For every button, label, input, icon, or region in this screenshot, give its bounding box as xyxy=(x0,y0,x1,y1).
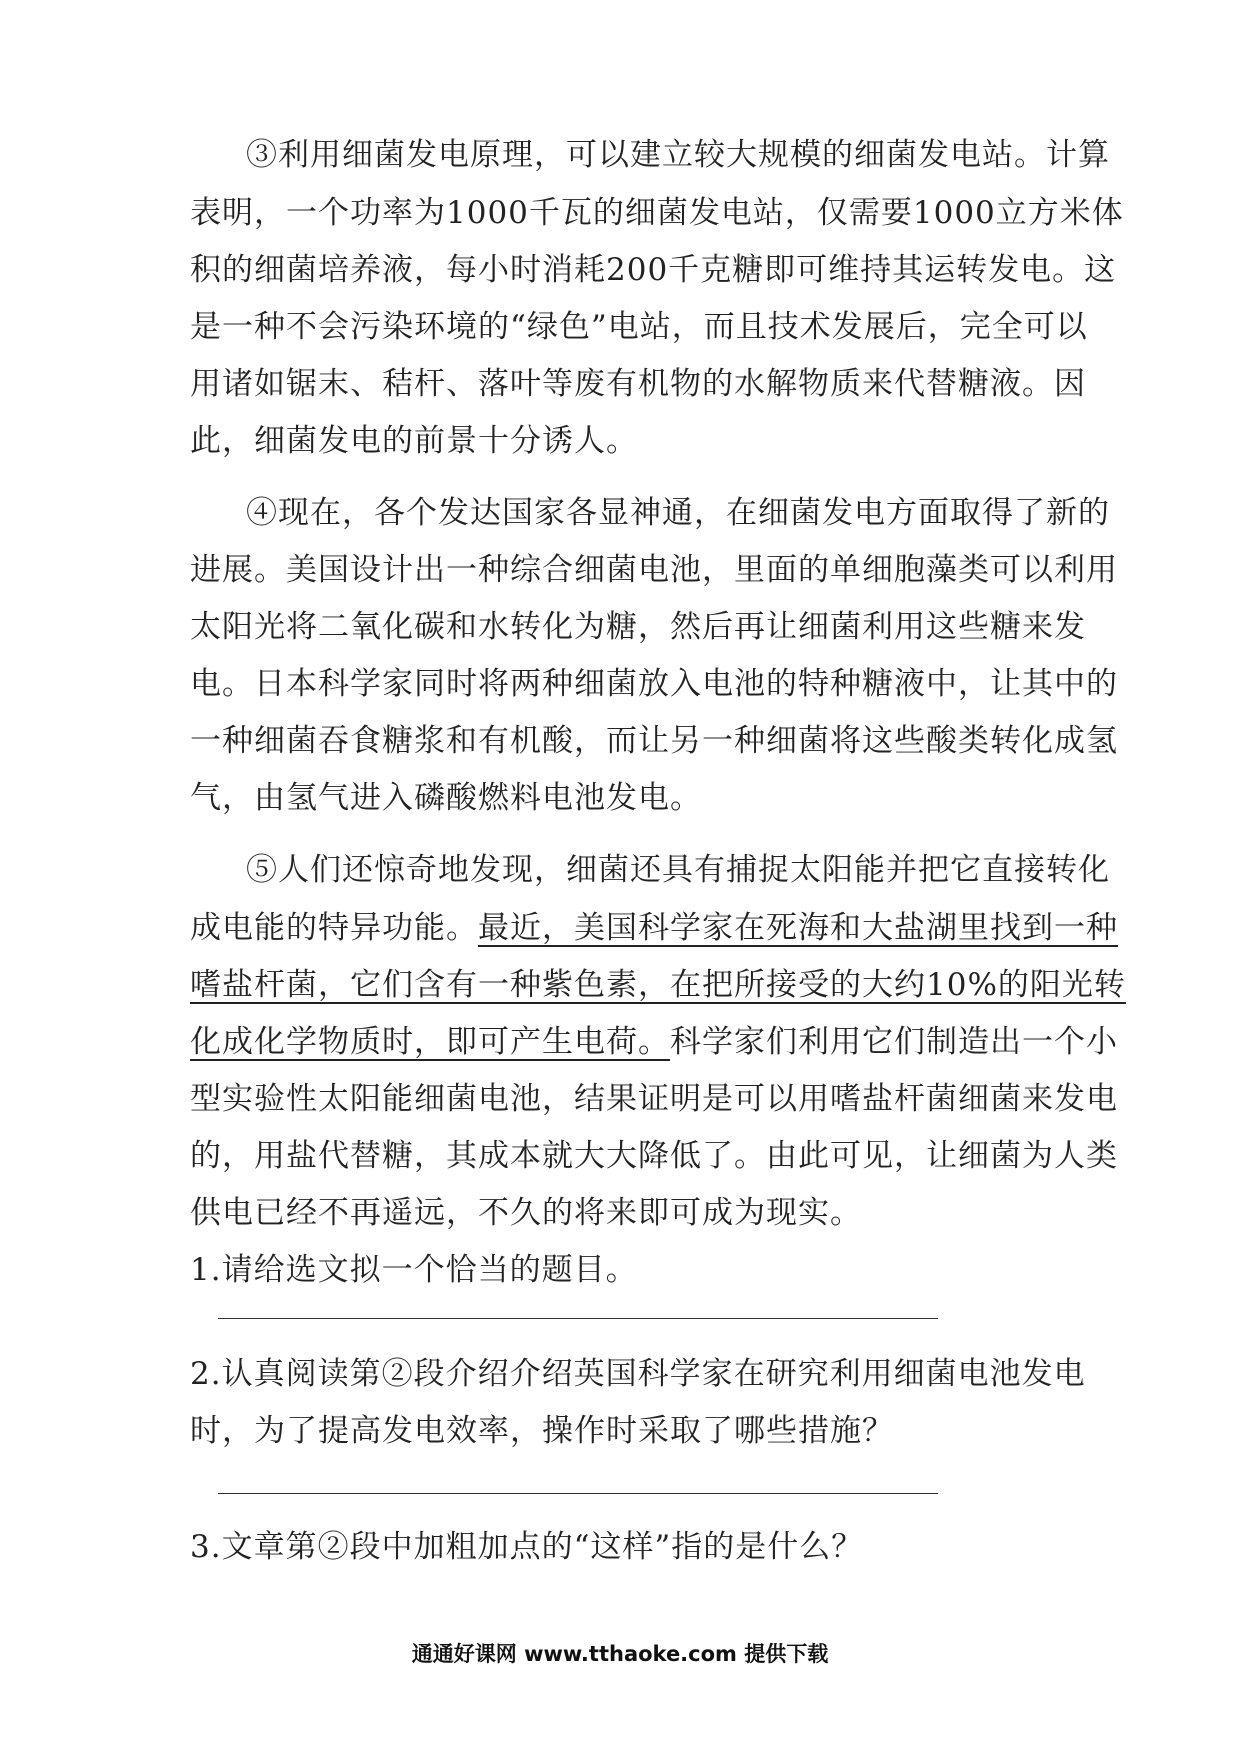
paragraph-5-line-3 xyxy=(190,956,1126,1014)
paragraph-5-line-6: 的，用盐代替糖，其成本就大大降低了。由此可见，让细菌为人类 xyxy=(190,1138,1118,1174)
paragraph-5-line-2-plain: 成电能的特异功能。 xyxy=(190,910,478,946)
paragraph-3-line-2: 表明，一个功率为1000千瓦的细菌发电站，仅需要1000立方米体 xyxy=(190,195,1124,231)
paragraph-4-line-3: 太阳光将二氧化碳和水转化为糖，然后再让细菌利用这些糖来发 xyxy=(190,609,1086,645)
paragraph-3-line-1: ③利用细菌发电原理，可以建立较大规模的细菌发电站。计算 xyxy=(246,137,1110,173)
paragraph-4-line-6: 气，由氢气进入磷酸燃料电池发电。 xyxy=(190,780,702,816)
underlined-sentence-part-2: 嗜盐杆菌，它们含有一种紫色素，在把所接受的大约10%的阳光转 xyxy=(190,967,1126,1003)
paragraph-3-line-6: 此，细菌发电的前景十分诱人。 xyxy=(190,423,638,459)
underlined-sentence-part-3: 化成化学物质时，即可产生电荷。 xyxy=(190,1024,670,1060)
paragraph-5-line-5: 型实验性太阳能细菌电池，结果证明是可以用嗜盐杆菌细菌来发电 xyxy=(190,1081,1118,1117)
paragraph-5-line-7: 供电已经不再遥远，不久的将来即可成为现实。 xyxy=(190,1195,862,1231)
paragraph-5-line-4-plain: 科学家们利用它们制造出一个小 xyxy=(670,1024,1118,1060)
paragraph-3-line-4: 是一种不会污染环境的“绿色”电站，而且技术发展后，完全可以 xyxy=(190,309,1088,345)
question-2-line-2: 时，为了提高发电效率，操作时采取了哪些措施？ xyxy=(190,1413,894,1449)
paragraph-4-line-5: 一种细菌吞食糖浆和有机酸，而让另一种细菌将这些酸类转化成氢 xyxy=(190,723,1118,759)
paragraph-5-line-1: ⑤人们还惊奇地发现，细菌还具有捕捉太阳能并把它直接转化 xyxy=(246,852,1110,888)
question-3: 3.文章第②段中加粗加点的“这样”指的是什么？ xyxy=(190,1529,864,1565)
paragraph-4-line-1: ④现在，各个发达国家各显神通，在细菌发电方面取得了新的 xyxy=(246,495,1110,531)
question-1: 1.请给选文拟一个恰当的题目。 xyxy=(190,1252,638,1288)
paragraph-5-line-4 xyxy=(190,1013,1118,1071)
paragraph-4-line-4: 电。日本科学家同时将两种细菌放入电池的特种糖液中，让其中的 xyxy=(190,666,1118,702)
question-2-line-1: 2.认真阅读第②段介绍介绍英国科学家在研究利用细菌电池发电 xyxy=(190,1356,1086,1392)
underlined-sentence-part-1: 最近，美国科学家在死海和大盐湖里找到一种 xyxy=(478,910,1118,946)
paragraph-4-line-2: 进展。美国设计出一种综合细菌电池，里面的单细胞藻类可以利用 xyxy=(190,552,1118,588)
paragraph-3-line-3: 积的细菌培养液，每小时消耗200千克糖即可维持其运转发电。这 xyxy=(190,252,1117,288)
paragraph-3-line-5: 用诸如锯末、秸杆、落叶等废有机物的水解物质来代替糖液。因 xyxy=(190,366,1086,402)
paragraph-5-line-2 xyxy=(190,899,1118,957)
answer-line-1[interactable] xyxy=(218,1318,938,1319)
answer-line-2[interactable] xyxy=(218,1493,938,1494)
footer-source: 通通好课网 www.tthaoke.com 提供下载 xyxy=(411,1642,829,1666)
